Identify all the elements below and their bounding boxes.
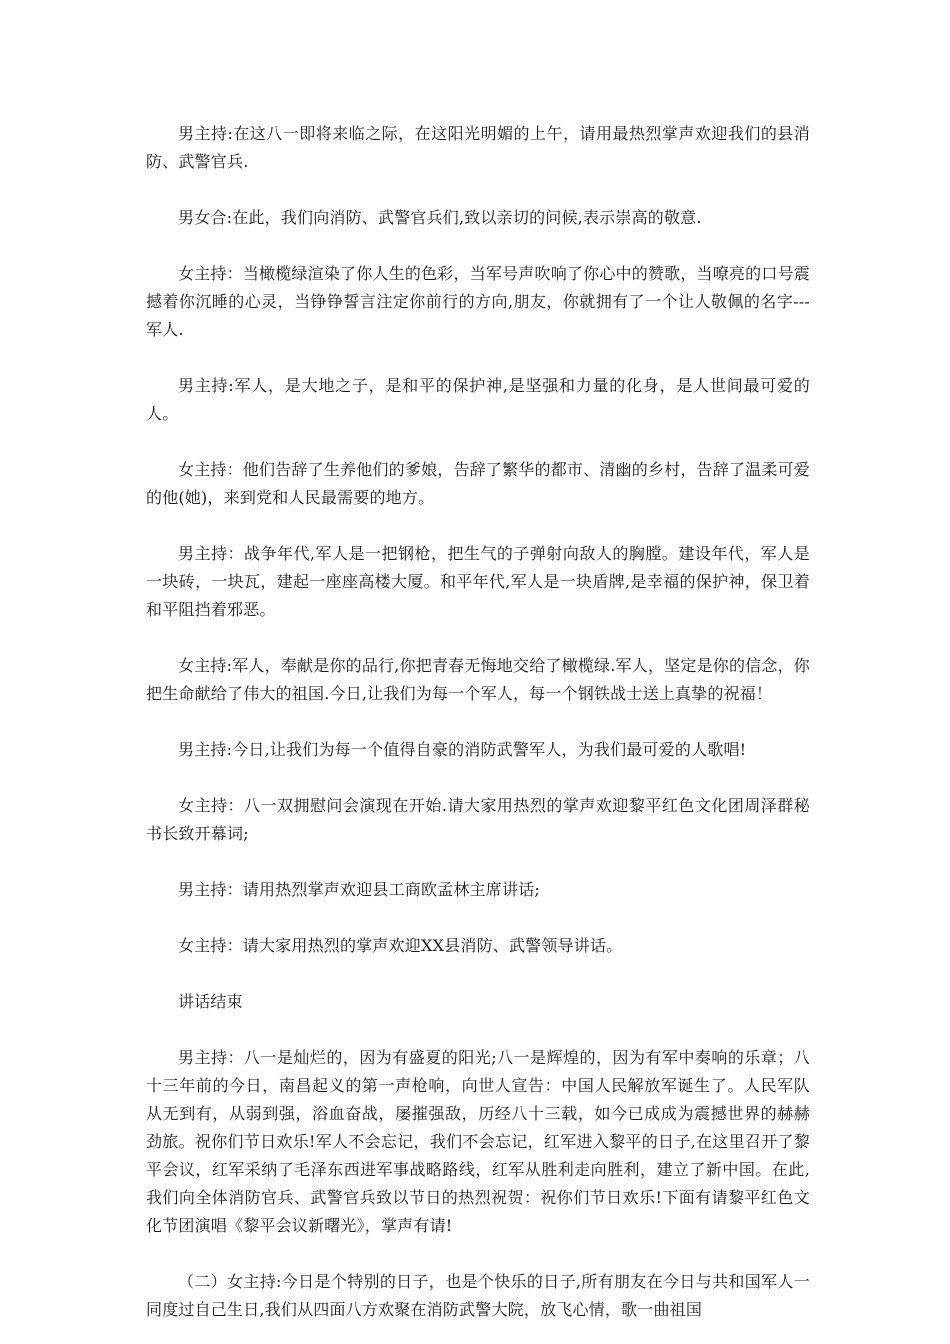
paragraph-13: 男主持：八一是灿烂的，因为有盛夏的阳光;八一是辉煌的，因为有军中奏响的乐章；八十三年前的今日，南昌起义的第一声枪响，向世人宣告：中国人民解放军诞生了。人民军队从无到有，从弱到强，浴血奋战，屡摧强敌，历经八十三载，如今已成成为震撼世界的赫赫劲旅。祝你们节日欢乐!军人不会忘记，我们不会忘记，红军进入黎平的日子,在这里召开了黎平会议，红军采纳了毛泽东西进军事战略路线，红军从胜利走向胜利，建立了新中国。在此,我们向全体消防官兵、武警官兵致以节日的热烈祝贺：祝你们节日欢乐!下面有请黎平红色文化节团演唱《黎平会议新曙光》，掌声有请!: [146, 1048, 810, 1235]
paragraph-3: 女主持：当橄榄绿渲染了你人生的色彩，当军号声吹响了你心中的赞歌，当嘹亮的口号震撼着你沉睡的心灵，当铮铮誓言注定你前行的方向,朋友，你就拥有了一个让人敬佩的名字---军人.: [146, 264, 810, 339]
paragraph-11: 女主持：请大家用热烈的掌声欢迎XX县消防、武警领导讲话。: [178, 936, 623, 955]
document-body: [146, 120, 810, 1324]
paragraph-4: 男主持:军人，是大地之子，是和平的保护神,是坚强和力量的化身，是人世间最可爱的人。: [146, 376, 810, 423]
paragraph-14: （二）女主持:今日是个特别的日子，也是个快乐的日子,所有朋友在今日与共和国军人一同度过自己生日,我们从四面八方欢聚在消防武警大院，放飞心情，歌一曲祖国: [146, 1272, 810, 1319]
paragraph-1: 男主持:在这八一即将来临之际，在这阳光明媚的上午，请用最热烈掌声欢迎我们的县消防、武警官兵.: [146, 124, 810, 171]
paragraph-9: 女主持：八一双拥慰问会演现在开始.请大家用热烈的掌声欢迎黎平红色文化团周泽群秘书长致开幕词;: [146, 796, 810, 843]
paragraph-10: 男主持：请用热烈掌声欢迎县工商欧孟林主席讲话;: [178, 880, 540, 899]
paragraph-2: 男女合:在此，我们向消防、武警官兵们,致以亲切的问候,表示崇高的敬意.: [178, 208, 702, 227]
paragraph-8: 男主持:今日,让我们为每一个值得自豪的消防武警军人，为我们最可爱的人歌唱!: [178, 740, 747, 759]
paragraph-5: 女主持：他们告辞了生养他们的爹娘，告辞了繁华的都市、清幽的乡村，告辞了温柔可爱的他(她)，来到党和人民最需要的地方。: [146, 460, 810, 507]
paragraph-6: 男主持：战争年代,军人是一把钢枪，把生气的子弹射向敌人的胸膛。建设年代，军人是一块砖，一块瓦，建起一座座高楼大厦。和平年代,军人是一块盾牌,是幸福的保护神，保卫着和平阻挡着邪恶。: [146, 544, 810, 619]
paragraph-7: 女主持:军人，奉献是你的品行,你把青春无悔地交给了橄榄绿.军人，坚定是你的信念，你把生命献给了伟大的祖国.今日,让我们为每一个军人，每一个钢铁战士送上真挚的祝福！: [146, 656, 810, 703]
paragraph-12: 讲话结束: [178, 992, 243, 1011]
